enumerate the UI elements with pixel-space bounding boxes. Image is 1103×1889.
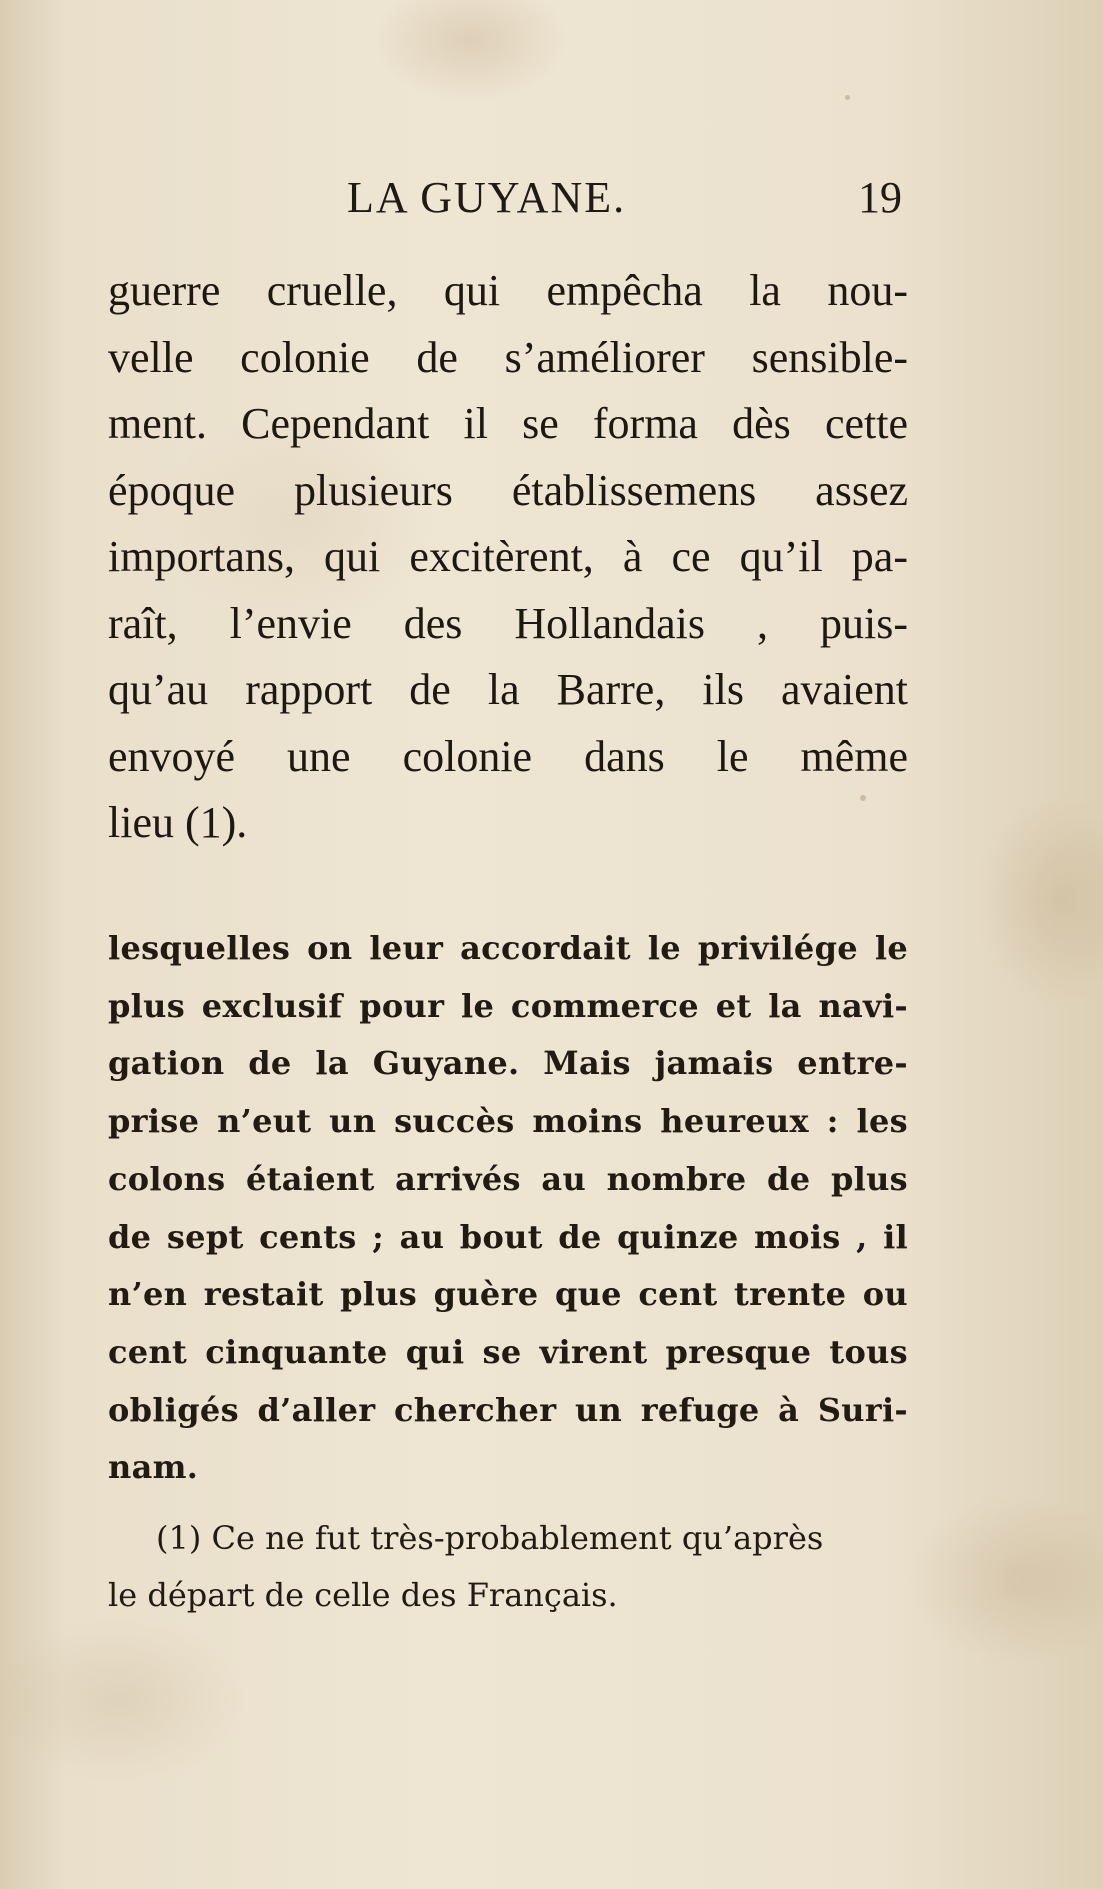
text-line: lesquelles on leur accordait le privilége le (108, 929, 908, 967)
text-line: gation de la Guyane. Mais jamais entre- (108, 1044, 908, 1083)
running-head-title: LA GUYANE. (347, 173, 627, 222)
text-line: ment. Cependant il se forma dès cette (108, 399, 908, 448)
footnote-line: (1) Ce ne fut très-probablement qu’après (156, 1519, 824, 1557)
text-line: envoyé une colonie dans le même (108, 731, 908, 781)
text-line: velle colonie de s’améliorer sensible- (108, 332, 908, 382)
text-line: importans, qui excitèrent, à ce qu’il pa- (108, 532, 908, 581)
text-line: époque plusieurs établissemens assez (108, 465, 908, 515)
text-line: de sept cents ; au bout de quinze mois , il (108, 1217, 908, 1256)
ink-spot (845, 95, 850, 100)
text-line: raît, l’envie des Hollandais , puis- (108, 598, 908, 648)
text-line: cent cinquante qui se virent presque tous (108, 1332, 908, 1371)
footnote (108, 1510, 908, 1624)
footnote-line: le départ de celle des Français. (108, 1576, 618, 1614)
text-line: obligés d’aller chercher un refuge à Suri- (108, 1390, 908, 1429)
main-paragraph (108, 258, 908, 857)
page-number: 19 (858, 173, 902, 222)
text-line: qu’au rapport de la Barre, ils avaient (108, 665, 908, 714)
text-line: n’en restait plus guère que cent trente ou (108, 1275, 908, 1314)
text-line: plus exclusif pour le commerce et la navi- (108, 986, 908, 1025)
text-line: lieu (1). (108, 798, 248, 847)
text-line: colons étaient arrivés au nombre de plus (108, 1159, 908, 1198)
text-line: nam. (108, 1448, 199, 1487)
second-paragraph (108, 920, 908, 1497)
text-line: guerre cruelle, qui empêcha la nou- (108, 266, 908, 315)
text-line: prise n’eut un succès moins heureux : les (108, 1102, 908, 1141)
